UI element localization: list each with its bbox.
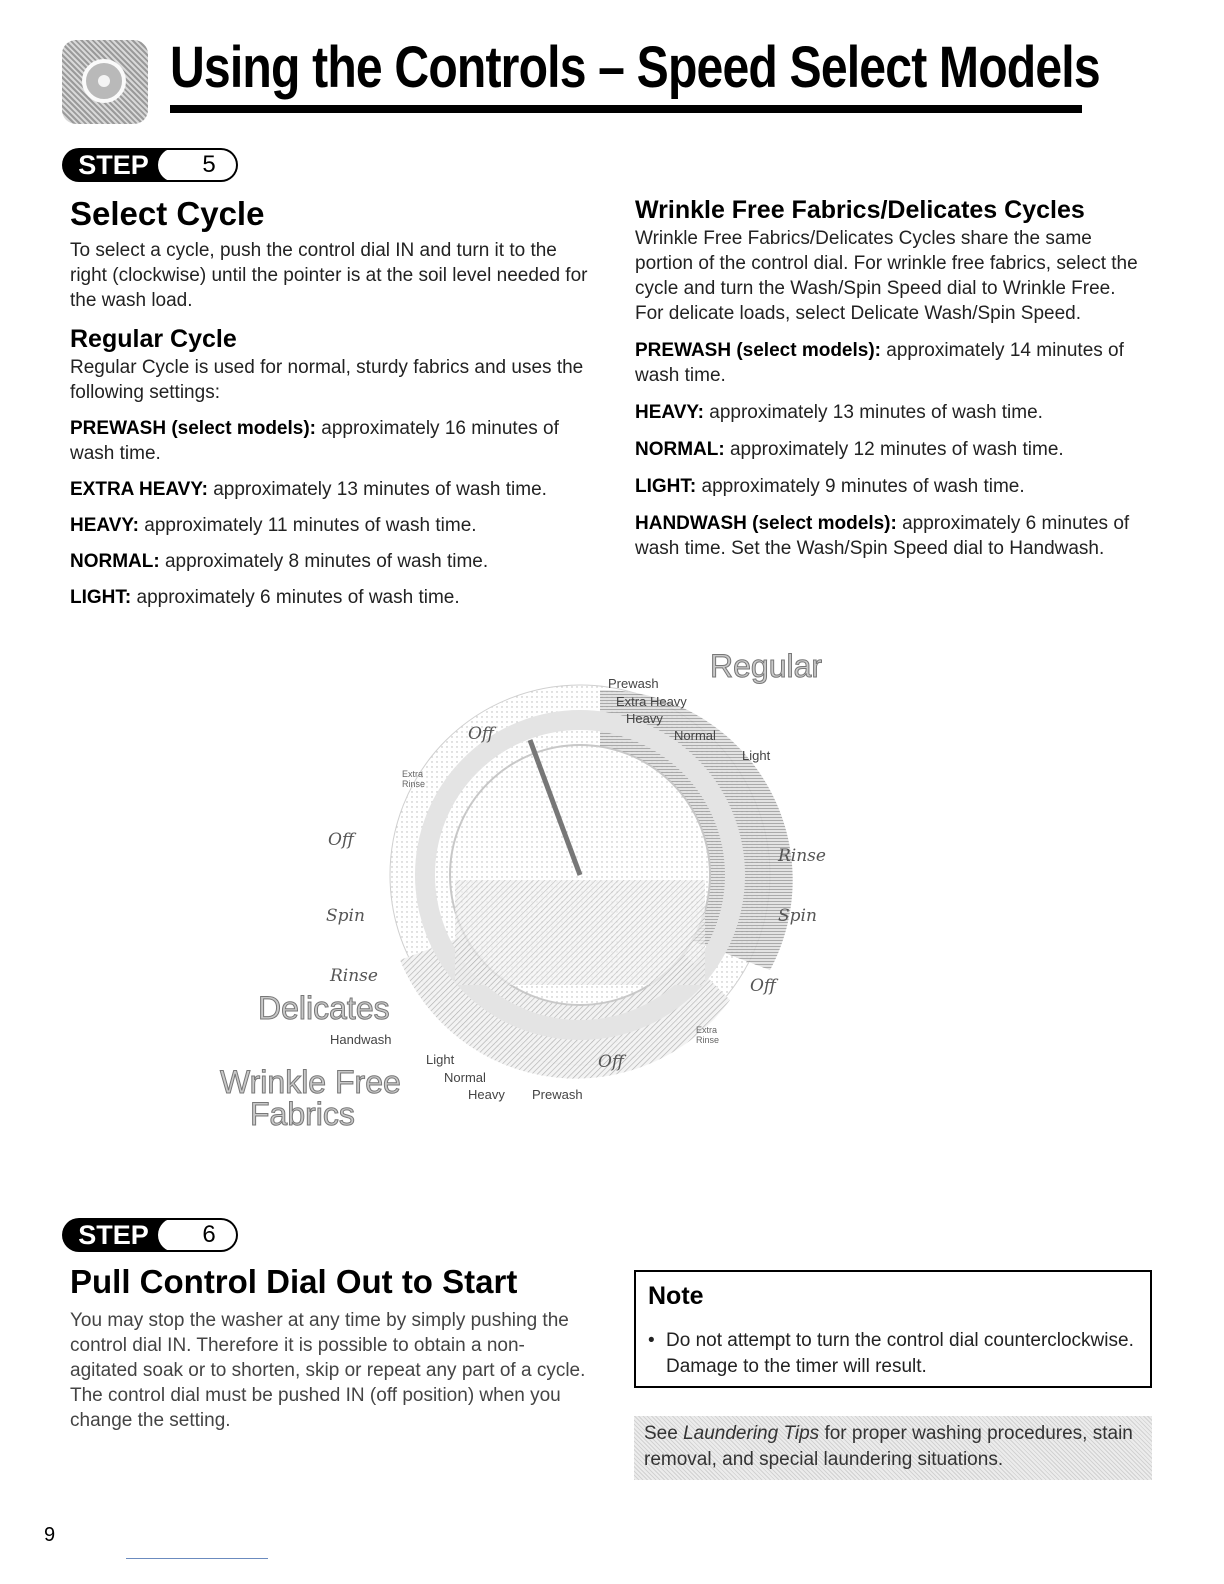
regular-setting-prewash: PREWASH (select models): approximately 16 minutes of wash time. — [70, 418, 559, 464]
dial-label-delicates: Delicates — [258, 990, 390, 1026]
regular-setting-heavy: HEAVY: approximately 11 minutes of wash time. — [70, 515, 477, 536]
dial-label-spin-right: Spin — [778, 906, 817, 926]
dial-label-extra-rinse-left-1: Extra — [402, 769, 424, 779]
regular-setting-extra-heavy: EXTRA HEAVY: approximately 13 minutes of wash time. — [70, 479, 547, 500]
note-bullet-text: Do not attempt to turn the control dial counterclockwise. Damage to the timer will result. — [666, 1330, 1134, 1377]
wrinkle-setting-heavy: HEAVY: approximately 13 minutes of wash time. — [635, 402, 1043, 423]
dial-label-extra-rinse-right-1: Extra — [696, 1025, 718, 1035]
laundering-tips-callout — [634, 1416, 1152, 1480]
dial-label-wrinkle-free: Wrinkle Free — [220, 1064, 401, 1100]
dial-label-reg-heavy: Heavy — [626, 711, 663, 726]
pull-dial-body: You may stop the washer at any time by simply pushing the control dial IN. Therefore it is possible to obtain a non-agitated soak or to shorten, skip or repeat any part of a cycle. The control dial must be pushed IN (off position) when you change the setting. — [70, 1310, 586, 1431]
dial-label-off-bottom: Off — [598, 1052, 624, 1072]
footer-rule — [126, 1558, 268, 1559]
dial-label-reg-prewash: Prewash — [608, 676, 659, 691]
dial-label-rinse-right: Rinse — [778, 846, 826, 866]
page-header — [62, 28, 1100, 116]
dial-label-reg-light: Light — [742, 748, 771, 763]
wrinkle-setting-normal: NORMAL: approximately 12 minutes of wash time. — [635, 439, 1064, 460]
pull-dial-section — [70, 1262, 590, 1433]
control-dial-illustration — [220, 640, 850, 1140]
dial-label-handwash: Handwash — [330, 1032, 392, 1047]
wrinkle-setting-handwash: HANDWASH (select models): approximately 6 minutes of wash time. Set the Wash/Spin Speed dial to Handwash. — [635, 513, 1130, 559]
knob-grip — [455, 880, 705, 985]
regular-cycle-heading: Regular Cycle — [70, 325, 237, 353]
wrinkle-free-intro: Wrinkle Free Fabrics/Delicates Cycles share the same portion of the control dial. For wrinkle free fabrics, select the cycle and turn the Wash/Spin Speed dial to Wrinkle Free. For delicate loads, select Delicate Wash/Spin Speed. — [635, 228, 1138, 324]
page-number: 9 — [44, 1524, 56, 1546]
tip-text-before: See — [644, 1423, 684, 1444]
control-dial-icon — [62, 40, 148, 124]
dial-label-extra-rinse-left-2: Rinse — [402, 779, 426, 789]
dial-label-reg-extra-heavy: Extra Heavy — [616, 694, 687, 709]
regular-setting-normal: NORMAL: approximately 8 minutes of wash time. — [70, 551, 489, 572]
step-label: STEP — [62, 1218, 187, 1252]
note-box — [634, 1270, 1152, 1388]
regular-setting-light: LIGHT: approximately 6 minutes of wash time. — [70, 587, 460, 608]
title-underline — [170, 105, 1082, 113]
dial-label-off-top: Off — [468, 724, 494, 744]
dial-label-regular: Regular — [710, 648, 823, 684]
select-cycle-intro: To select a cycle, push the control dial IN and turn it to the right (clockwise) until the pointer is at the soil level needed for the wash load. — [70, 240, 588, 311]
wrinkle-free-heading: Wrinkle Free Fabrics/Delicates Cycles — [635, 196, 1085, 224]
step-label: STEP — [62, 148, 187, 182]
bullet-icon: • — [648, 1330, 655, 1351]
tip-text-after: for proper washing procedures, stain removal, and special laundering situations. — [644, 1423, 1133, 1470]
regular-cycle-intro: Regular Cycle is used for normal, sturdy fabrics and uses the following settings: — [70, 357, 584, 403]
note-title: Note — [648, 1282, 704, 1310]
dial-label-extra-rinse-right-2: Rinse — [696, 1035, 720, 1045]
step-number: 5 — [166, 148, 238, 182]
wrinkle-free-section — [635, 194, 1145, 561]
dial-label-fabrics: Fabrics — [250, 1096, 355, 1132]
wrinkle-setting-prewash: PREWASH (select models): approximately 14 minutes of wash time. — [635, 340, 1124, 386]
dial-label-del-normal: Normal — [444, 1070, 486, 1085]
dial-label-del-prewash: Prewash — [532, 1087, 583, 1102]
page-title: Using the Controls – Speed Select Models — [170, 35, 1100, 100]
dial-label-del-light: Light — [426, 1052, 455, 1067]
step-number: 6 — [166, 1218, 238, 1252]
select-cycle-section — [70, 194, 590, 610]
pull-dial-heading: Pull Control Dial Out to Start — [70, 1263, 518, 1300]
note-bullet — [648, 1328, 1138, 1380]
dial-label-del-heavy: Heavy — [468, 1087, 505, 1102]
dial-label-off-left: Off — [328, 830, 354, 850]
select-cycle-heading: Select Cycle — [70, 195, 265, 232]
dial-label-reg-normal: Normal — [674, 728, 716, 743]
tip-link-laundering-tips: Laundering Tips — [683, 1423, 820, 1444]
dial-label-off-right: Off — [750, 976, 776, 996]
wrinkle-setting-light: LIGHT: approximately 9 minutes of wash time. — [635, 476, 1025, 497]
dial-label-rinse-left: Rinse — [330, 966, 378, 986]
dial-label-spin-left: Spin — [326, 906, 365, 926]
